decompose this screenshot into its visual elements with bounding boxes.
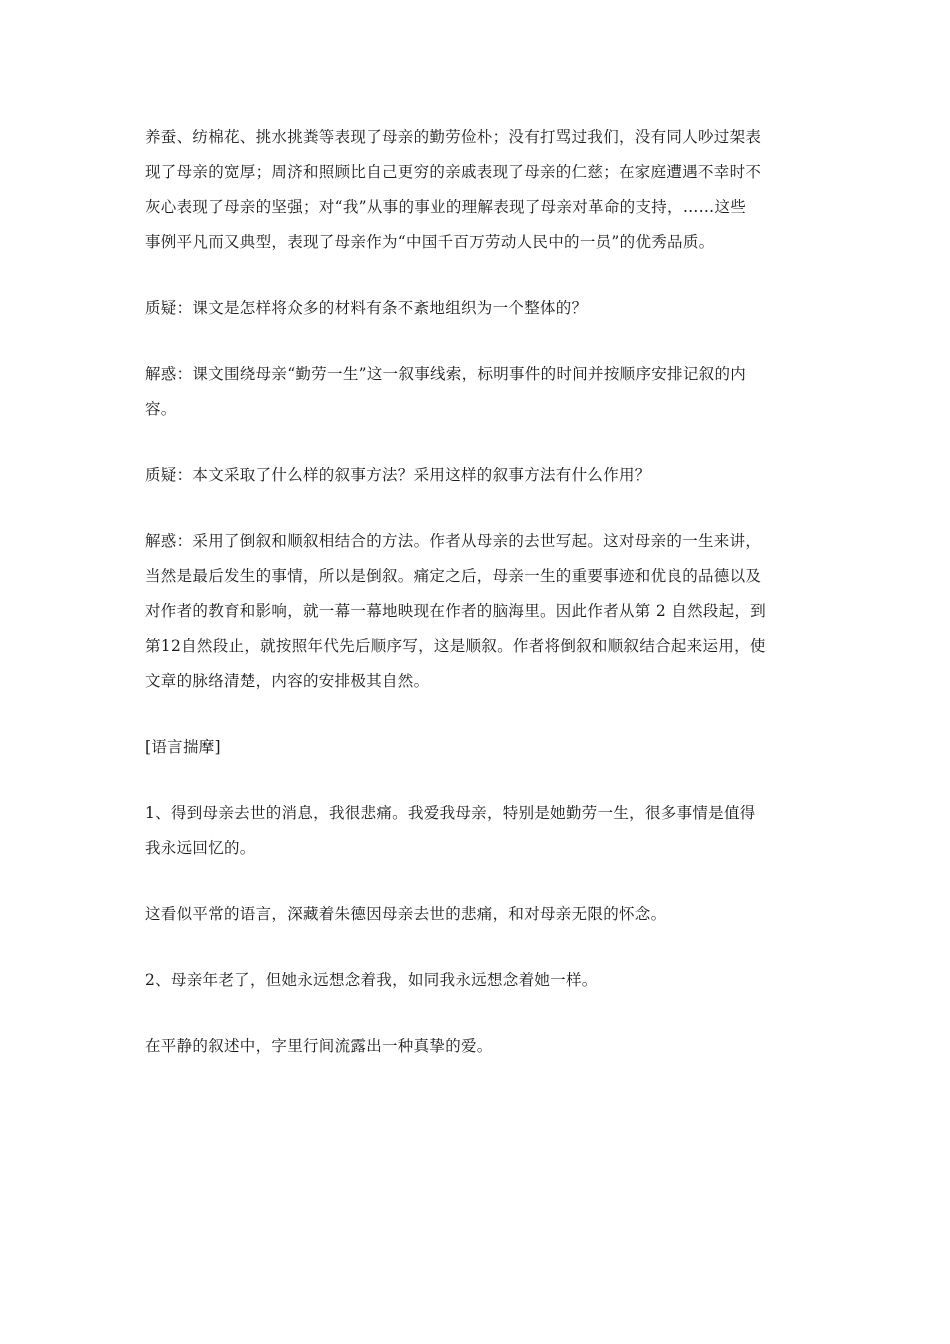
text-line: 解惑：采用了倒叙和顺叙相结合的方法。作者从母亲的去世写起。这对母亲的一生来讲， (145, 532, 762, 550)
text-line: 现了母亲的宽厚；周济和照顾比自己更穷的亲戚表现了母亲的仁慈；在家庭遭遇不幸时不 (145, 163, 762, 181)
paragraph-analysis-1 (145, 897, 807, 932)
paragraph-quote-2 (145, 963, 807, 998)
text-line: 灰心表现了母亲的坚强；对“我”从事的事业的理解表现了母亲对革命的支持，……这些 (145, 198, 747, 216)
text-line: [语言揣摩] (145, 738, 221, 756)
document-page (145, 120, 807, 1064)
section-heading-language (145, 730, 807, 765)
text-line: 我永远回忆的。 (145, 839, 256, 857)
text-line: 当然是最后发生的事情，所以是倒叙。痛定之后，母亲一生的重要事迹和优良的品德以及 (145, 567, 762, 585)
text-line: 2、母亲年老了，但她永远想念着我，如同我永远想念着她一样。 (145, 971, 598, 989)
text-line: 质疑：本文采取了什么样的叙事方法？采用这样的叙事方法有什么作用？ (145, 466, 651, 484)
text-line: 事例平凡而又典型，表现了母亲作为“中国千百万劳动人民中的一员”的优秀品质。 (145, 233, 715, 251)
text-line: 对作者的教育和影响，就一幕一幕地映现在作者的脑海里。因此作者从第 2 自然段起，到 (145, 602, 767, 620)
paragraph-question-2 (145, 458, 807, 493)
text-line: 养蚕、纺棉花、挑水挑粪等表现了母亲的勤劳俭朴；没有打骂过我们，没有同人吵过架表 (145, 128, 762, 146)
text-line: 第12自然段止，就按照年代先后顺序写，这是顺叙。作者将倒叙和顺叙结合起来运用，使 (145, 637, 766, 655)
paragraph-quote-1 (145, 796, 807, 866)
paragraph-character-summary (145, 120, 807, 260)
text-line: 在平静的叙述中，字里行间流露出一种真挚的爱。 (145, 1037, 493, 1055)
paragraph-analysis-2 (145, 1029, 807, 1064)
text-line: 1、得到母亲去世的消息，我很悲痛。我爱我母亲，特别是她勤劳一生，很多事情是值得 (145, 804, 756, 822)
paragraph-answer-2 (145, 524, 807, 699)
text-line: 容。 (145, 400, 177, 418)
paragraph-answer-1 (145, 357, 807, 427)
paragraph-question-1 (145, 291, 807, 326)
text-line: 这看似平常的语言，深藏着朱德因母亲去世的悲痛，和对母亲无限的怀念。 (145, 905, 667, 923)
text-line: 质疑：课文是怎样将众多的材料有条不紊地组织为一个整体的？ (145, 299, 588, 317)
text-line: 文章的脉络清楚，内容的安排极其自然。 (145, 672, 430, 690)
text-line: 解惑：课文围绕母亲“勤劳一生”这一叙事线索，标明事件的时间并按顺序安排记叙的内 (145, 365, 747, 383)
